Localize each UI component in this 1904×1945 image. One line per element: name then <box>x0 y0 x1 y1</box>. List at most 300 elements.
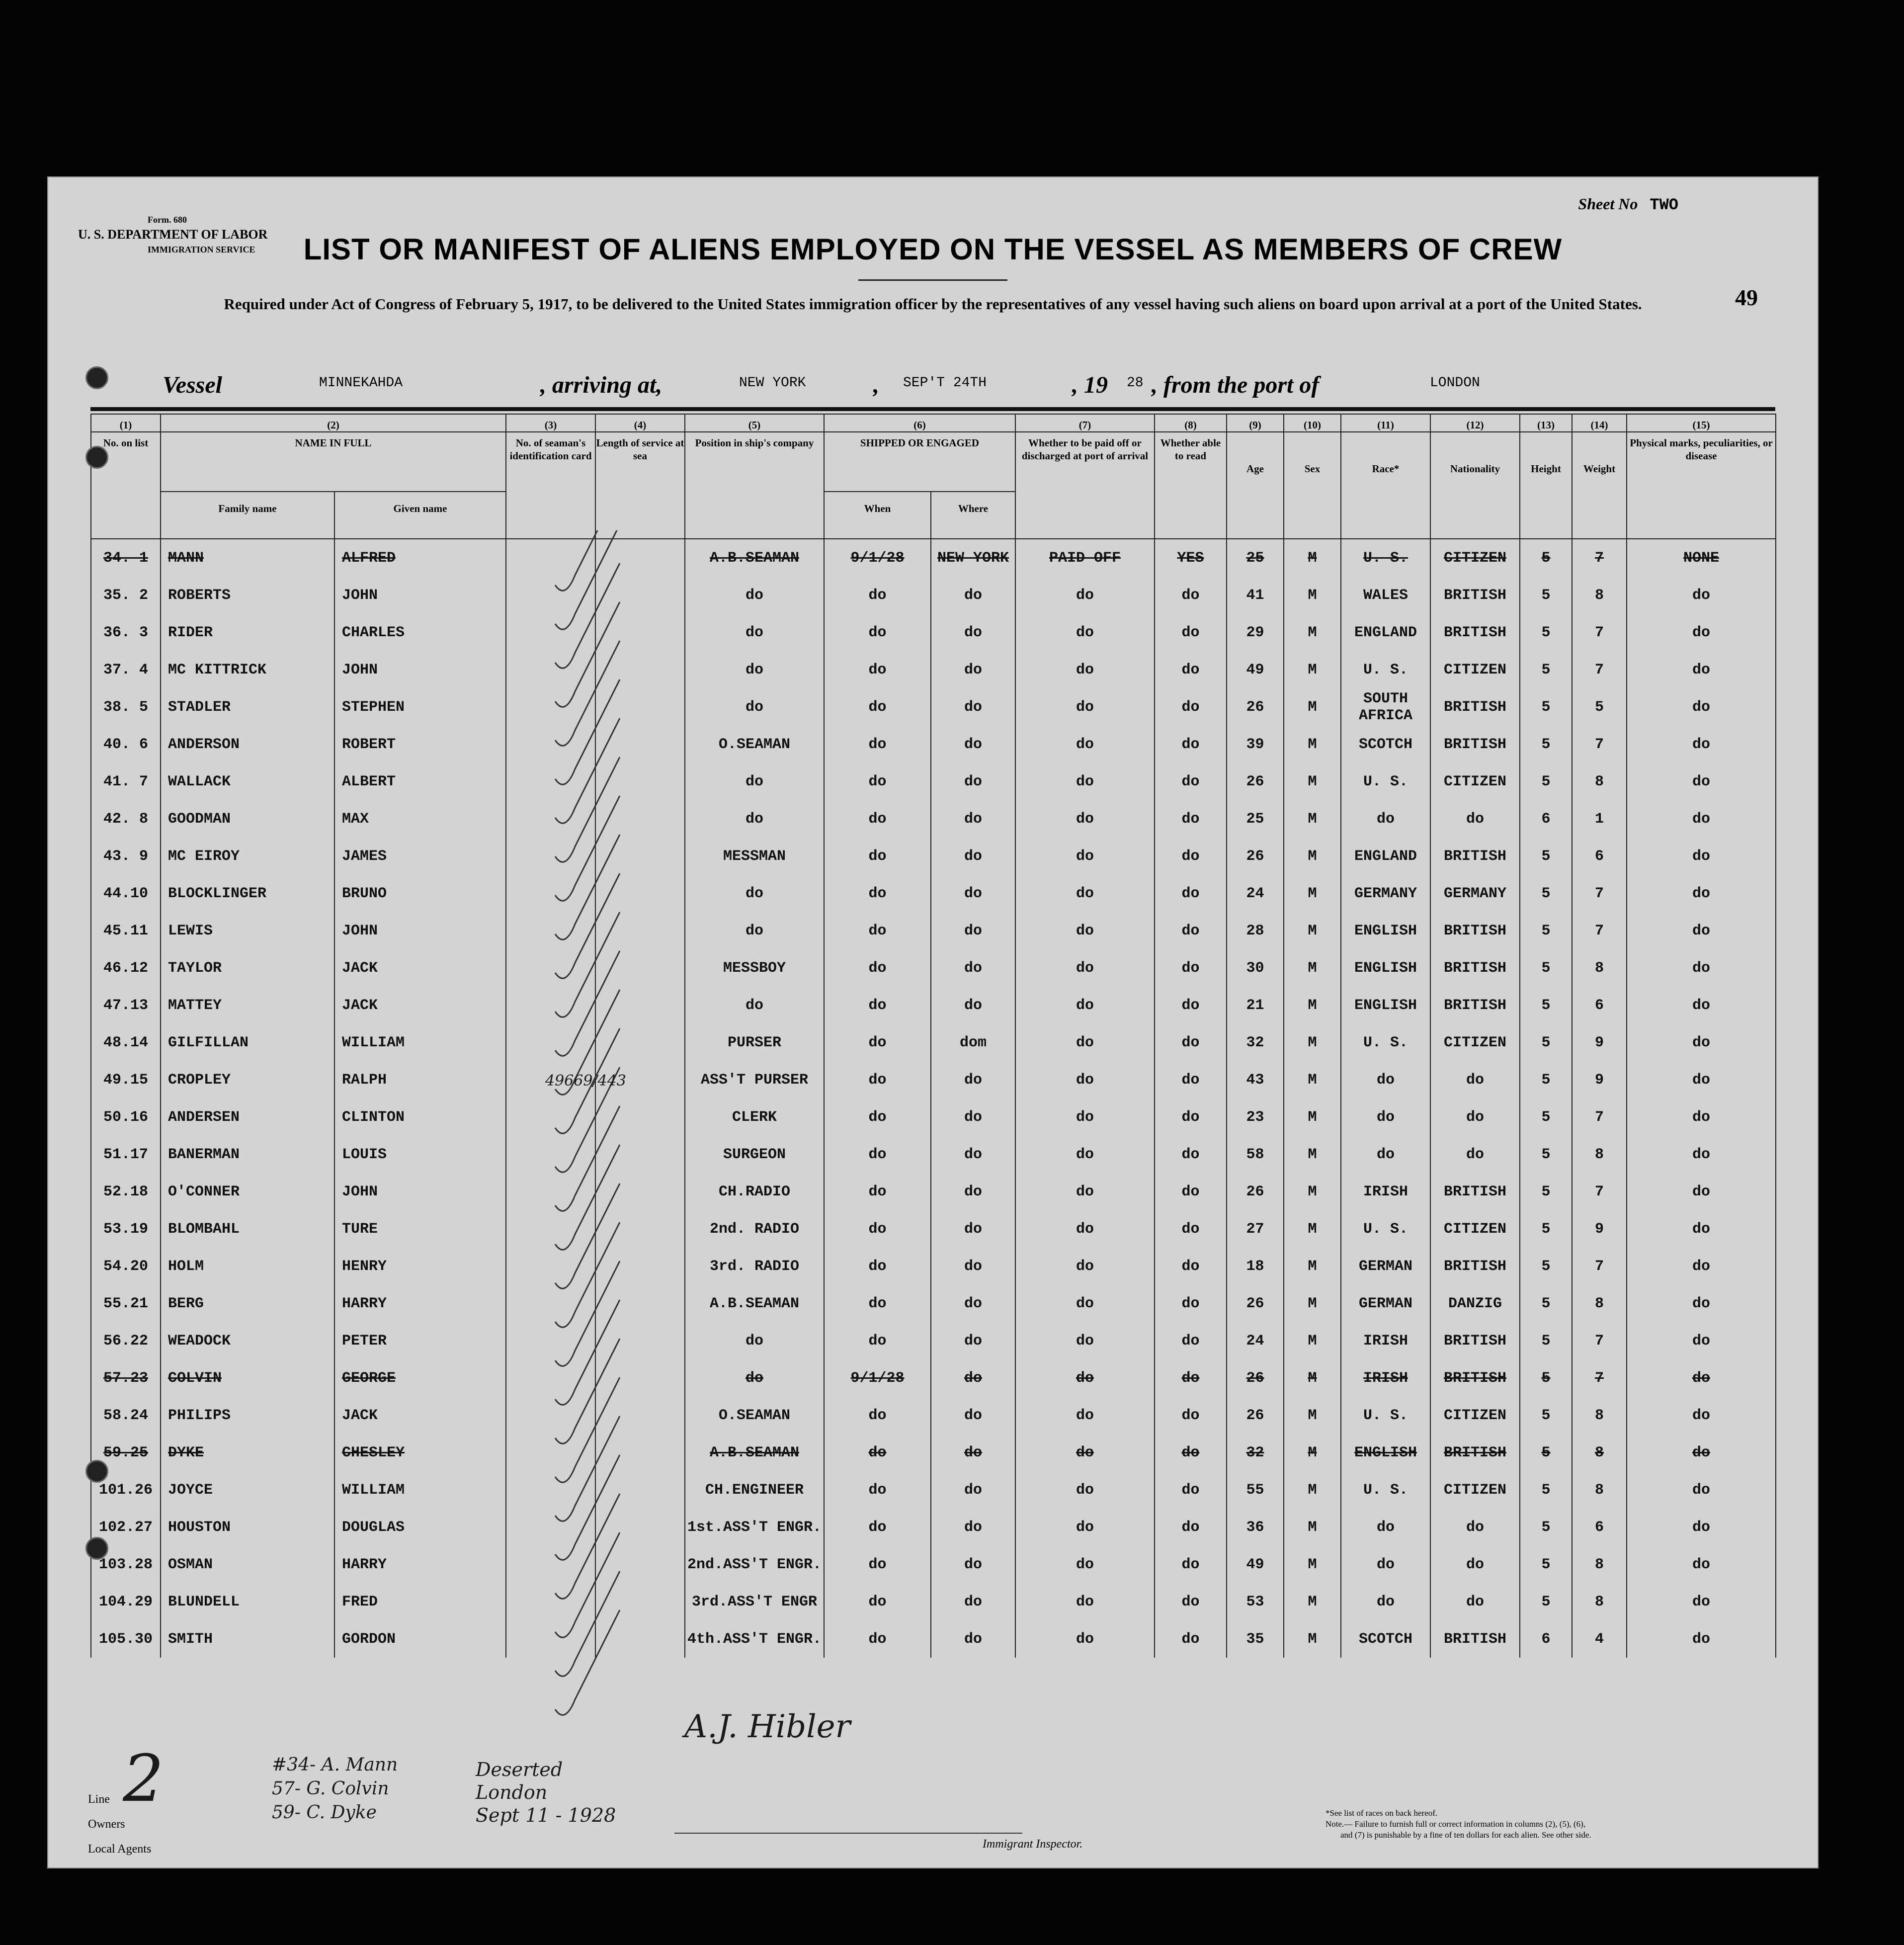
shipped-where: do <box>931 577 1015 614</box>
race: GERMAN <box>1341 1248 1430 1285</box>
paid-off: do <box>1015 1471 1155 1509</box>
header-height: Height <box>1520 432 1572 539</box>
sex: M <box>1284 1285 1341 1322</box>
crew-row <box>91 1322 1776 1359</box>
tick-mark <box>555 951 620 1056</box>
physical-marks: do <box>1627 1359 1776 1397</box>
weight: 7 <box>1572 539 1627 577</box>
weight: 7 <box>1572 1173 1627 1210</box>
sex: M <box>1284 1434 1341 1471</box>
sheet-number <box>1578 195 1678 214</box>
shipped-when: do <box>824 1024 931 1061</box>
shipped-when: do <box>824 1546 931 1583</box>
age: 32 <box>1227 1024 1284 1061</box>
height: 6 <box>1520 800 1572 838</box>
tick-mark <box>555 563 620 668</box>
row-number: 45.11 <box>91 912 161 949</box>
sex: M <box>1284 688 1341 726</box>
physical-marks: do <box>1627 1248 1776 1285</box>
race: IRISH <box>1341 1359 1430 1397</box>
able-to-read: do <box>1155 1359 1227 1397</box>
race: U. S. <box>1341 1397 1430 1434</box>
shipped-when: do <box>824 912 931 949</box>
shipped-where: do <box>931 1248 1015 1285</box>
physical-marks: do <box>1627 1061 1776 1099</box>
position: PURSER <box>685 1024 824 1061</box>
from-port-label: , from the port of <box>1152 372 1320 398</box>
signature-line <box>674 1833 1022 1834</box>
race: ENGLAND <box>1341 614 1430 651</box>
age: 49 <box>1227 651 1284 688</box>
shipped-when: do <box>824 688 931 726</box>
crew-row <box>91 1471 1776 1509</box>
height: 5 <box>1520 1583 1572 1620</box>
race: U. S. <box>1341 1471 1430 1509</box>
race: SCOTCH <box>1341 1620 1430 1658</box>
weight: 8 <box>1572 1434 1627 1471</box>
physical-marks: do <box>1627 1136 1776 1173</box>
colnum-8: (8) <box>1155 414 1227 432</box>
shipped-where: do <box>931 651 1015 688</box>
shipped-where: do <box>931 1434 1015 1471</box>
shipped-where: do <box>931 1210 1015 1248</box>
header-position: Position in ship's company <box>685 432 824 539</box>
physical-marks: do <box>1627 1471 1776 1509</box>
row-number: 57.23 <box>91 1359 161 1397</box>
able-to-read: do <box>1155 1173 1227 1210</box>
height: 5 <box>1520 1024 1572 1061</box>
paid-off: do <box>1015 1248 1155 1285</box>
shipped-where: do <box>931 763 1015 800</box>
deserted-line-3: 59- C. Dyke <box>272 1802 377 1823</box>
given-name: CHARLES <box>334 614 506 651</box>
crew-row <box>91 1434 1776 1471</box>
sex: M <box>1284 1583 1341 1620</box>
shipped-where: do <box>931 1583 1015 1620</box>
sex: M <box>1284 726 1341 763</box>
shipped-when: do <box>824 1509 931 1546</box>
nationality: BRITISH <box>1430 614 1520 651</box>
paid-off: do <box>1015 1546 1155 1583</box>
manifest-subtitle: Required under Act of Congress of February 5, 1917, to be delivered to the United States immigration officer by the representatives of any vessel having such aliens on board upon arrival at a port of the United States. <box>224 295 1642 313</box>
race: do <box>1341 1583 1430 1620</box>
position: ASS'T PURSER <box>685 1061 824 1099</box>
nationality: do <box>1430 1583 1520 1620</box>
nationality: CITIZEN <box>1430 1210 1520 1248</box>
position: O.SEAMAN <box>685 1397 824 1434</box>
position: do <box>685 875 824 912</box>
position: do <box>685 912 824 949</box>
sex: M <box>1284 1397 1341 1434</box>
height: 6 <box>1520 1620 1572 1658</box>
able-to-read: do <box>1155 1509 1227 1546</box>
height: 5 <box>1520 1322 1572 1359</box>
row-number: 101.26 <box>91 1471 161 1509</box>
colnum-14: (14) <box>1572 414 1627 432</box>
position: 3rd. RADIO <box>685 1248 824 1285</box>
manifest-title: LIST OR MANIFEST OF ALIENS EMPLOYED ON THE VESSEL AS MEMBERS OF CREW <box>303 233 1563 266</box>
family-name: MANN <box>161 539 334 577</box>
shipped-where: do <box>931 1397 1015 1434</box>
weight: 8 <box>1572 1136 1627 1173</box>
physical-marks: do <box>1627 1099 1776 1136</box>
weight: 6 <box>1572 987 1627 1024</box>
paid-off: do <box>1015 651 1155 688</box>
sex: M <box>1284 651 1341 688</box>
family-name: COLVIN <box>161 1359 334 1397</box>
given-name: MAX <box>334 800 506 838</box>
position: do <box>685 651 824 688</box>
owners-label: Owners <box>88 1818 125 1831</box>
binder-hole <box>85 1537 108 1560</box>
sex: M <box>1284 1136 1341 1173</box>
given-name: WILLIAM <box>334 1471 506 1509</box>
family-name: O'CONNER <box>161 1173 334 1210</box>
paid-off: do <box>1015 987 1155 1024</box>
able-to-read: do <box>1155 1583 1227 1620</box>
row-number: 43. 9 <box>91 838 161 875</box>
age: 30 <box>1227 949 1284 987</box>
sex: M <box>1284 1099 1341 1136</box>
deserted-place: London <box>476 1781 548 1803</box>
row-number: 44.10 <box>91 875 161 912</box>
header-length-service: Length of service at sea <box>595 432 685 539</box>
race: U. S. <box>1341 651 1430 688</box>
sex: M <box>1284 838 1341 875</box>
tick-mark <box>555 835 620 939</box>
family-name: SMITH <box>161 1620 334 1658</box>
able-to-read: do <box>1155 1322 1227 1359</box>
lewis-note: 49669/443 <box>545 1072 626 1090</box>
crew-row <box>91 1583 1776 1620</box>
height: 5 <box>1520 763 1572 800</box>
sex: M <box>1284 1024 1341 1061</box>
position: do <box>685 1322 824 1359</box>
weight: 8 <box>1572 949 1627 987</box>
tick-mark <box>555 1377 620 1482</box>
paid-off: do <box>1015 577 1155 614</box>
colnum-4: (4) <box>595 414 685 432</box>
row-number: 53.19 <box>91 1210 161 1248</box>
row-number: 38. 5 <box>91 688 161 726</box>
sex: M <box>1284 1061 1341 1099</box>
physical-marks: do <box>1627 987 1776 1024</box>
race: do <box>1341 1099 1430 1136</box>
paid-off: do <box>1015 800 1155 838</box>
height: 5 <box>1520 912 1572 949</box>
family-name: WEADOCK <box>161 1322 334 1359</box>
height: 5 <box>1520 987 1572 1024</box>
colnum-9: (9) <box>1227 414 1284 432</box>
shipped-when: do <box>824 1173 931 1210</box>
title-underline <box>858 279 1007 281</box>
colnum-13: (13) <box>1520 414 1572 432</box>
family-name: TAYLOR <box>161 949 334 987</box>
deserted-note <box>272 1753 398 1825</box>
weight: 7 <box>1572 651 1627 688</box>
physical-marks: NONE <box>1627 539 1776 577</box>
height: 5 <box>1520 726 1572 763</box>
shipped-when: do <box>824 1620 931 1658</box>
tick-mark <box>555 1300 620 1405</box>
family-name: MC KITTRICK <box>161 651 334 688</box>
physical-marks: do <box>1627 1024 1776 1061</box>
race: U. S. <box>1341 1024 1430 1061</box>
height: 5 <box>1520 838 1572 875</box>
inspector-signature: A.J. Hibler <box>684 1708 851 1745</box>
nationality: BRITISH <box>1430 1359 1520 1397</box>
age: 43 <box>1227 1061 1284 1099</box>
crew-row <box>91 614 1776 651</box>
position: A.B.SEAMAN <box>685 1285 824 1322</box>
age: 26 <box>1227 1285 1284 1322</box>
nationality: do <box>1430 1509 1520 1546</box>
row-number: 51.17 <box>91 1136 161 1173</box>
nationality: BRITISH <box>1430 912 1520 949</box>
deserted-label: Deserted <box>476 1759 563 1780</box>
family-name: DYKE <box>161 1434 334 1471</box>
footer-note-2: Note.— Failure to furnish full or correct information in columns (2), (5), (6), <box>1325 1819 1586 1829</box>
footer-note-3: and (7) is punishable by a fine of ten dollars for each alien. See other side. <box>1340 1830 1591 1840</box>
able-to-read: do <box>1155 949 1227 987</box>
race: do <box>1341 800 1430 838</box>
race: ENGLISH <box>1341 912 1430 949</box>
physical-marks: do <box>1627 1509 1776 1546</box>
given-name: JOHN <box>334 1173 506 1210</box>
weight: 9 <box>1572 1024 1627 1061</box>
height: 5 <box>1520 875 1572 912</box>
deserted-remark <box>476 1758 616 1827</box>
weight: 7 <box>1572 875 1627 912</box>
header-sex: Sex <box>1284 432 1341 539</box>
sheet-number-value: TWO <box>1650 196 1678 214</box>
row-number: 54.20 <box>91 1248 161 1285</box>
shipped-where: do <box>931 614 1015 651</box>
crew-row <box>91 1061 1776 1099</box>
sex: M <box>1284 1546 1341 1583</box>
sex: M <box>1284 875 1341 912</box>
physical-marks: do <box>1627 1397 1776 1434</box>
shipped-where: do <box>931 1509 1015 1546</box>
nationality: do <box>1430 1136 1520 1173</box>
header-given-name: Given name <box>334 492 506 539</box>
physical-marks: do <box>1627 614 1776 651</box>
shipped-when: do <box>824 1285 931 1322</box>
age: 25 <box>1227 800 1284 838</box>
nationality: BRITISH <box>1430 726 1520 763</box>
position: O.SEAMAN <box>685 726 824 763</box>
shipped-when: do <box>824 1397 931 1434</box>
nationality: BRITISH <box>1430 1173 1520 1210</box>
weight: 6 <box>1572 1509 1627 1546</box>
weight: 5 <box>1572 688 1627 726</box>
department-name: U. S. DEPARTMENT OF LABOR <box>78 227 268 242</box>
shipped-where: do <box>931 1061 1015 1099</box>
able-to-read: do <box>1155 763 1227 800</box>
given-name: LOUIS <box>334 1136 506 1173</box>
shipped-when: do <box>824 1583 931 1620</box>
family-name: GILFILLAN <box>161 1024 334 1061</box>
race: U. S. <box>1341 539 1430 577</box>
sheet-number-label: Sheet No <box>1578 195 1638 213</box>
paid-off: do <box>1015 949 1155 987</box>
row-number: 50.16 <box>91 1099 161 1136</box>
sex: M <box>1284 1173 1341 1210</box>
nationality: CITIZEN <box>1430 1471 1520 1509</box>
weight: 9 <box>1572 1210 1627 1248</box>
shipped-where: do <box>931 875 1015 912</box>
able-to-read: YES <box>1155 539 1227 577</box>
sex: M <box>1284 763 1341 800</box>
tick-mark <box>555 1494 620 1599</box>
paid-off: do <box>1015 1285 1155 1322</box>
position: do <box>685 577 824 614</box>
weight: 8 <box>1572 1285 1627 1322</box>
sex: M <box>1284 1248 1341 1285</box>
header-no-on-list: No. on list <box>91 432 161 539</box>
paid-off: do <box>1015 1173 1155 1210</box>
family-name: MC EIROY <box>161 838 334 875</box>
age: 55 <box>1227 1471 1284 1509</box>
given-name: JOHN <box>334 577 506 614</box>
sex: M <box>1284 987 1341 1024</box>
given-name: BRUNO <box>334 875 506 912</box>
shipped-where: do <box>931 1173 1015 1210</box>
given-name: GORDON <box>334 1620 506 1658</box>
paid-off: PAID OFF <box>1015 539 1155 577</box>
shipped-where: do <box>931 838 1015 875</box>
position: A.B.SEAMAN <box>685 539 824 577</box>
able-to-read: do <box>1155 1099 1227 1136</box>
given-name: WILLIAM <box>334 1024 506 1061</box>
family-name: STADLER <box>161 688 334 726</box>
shipped-when: do <box>824 726 931 763</box>
nationality: CITIZEN <box>1430 651 1520 688</box>
binder-hole <box>85 366 108 389</box>
row-number: 104.29 <box>91 1583 161 1620</box>
shipped-when: do <box>824 1099 931 1136</box>
position: CH.RADIO <box>685 1173 824 1210</box>
height: 5 <box>1520 614 1572 651</box>
arriving-label: , arriving at, <box>540 372 662 398</box>
height: 5 <box>1520 577 1572 614</box>
weight: 7 <box>1572 1322 1627 1359</box>
shipped-when: do <box>824 1322 931 1359</box>
shipped-where: do <box>931 1359 1015 1397</box>
given-name: JACK <box>334 987 506 1024</box>
height: 5 <box>1520 1471 1572 1509</box>
local-agents-label: Local Agents <box>88 1843 152 1856</box>
nationality: BRITISH <box>1430 688 1520 726</box>
shipped-when: do <box>824 800 931 838</box>
position: do <box>685 1359 824 1397</box>
nationality: CITIZEN <box>1430 763 1520 800</box>
footer-notes <box>1325 1808 1591 1841</box>
able-to-read: do <box>1155 1546 1227 1583</box>
height: 5 <box>1520 1136 1572 1173</box>
position: do <box>685 763 824 800</box>
given-name: GEORGE <box>334 1359 506 1397</box>
crew-row <box>91 1397 1776 1434</box>
family-name: BANERMAN <box>161 1136 334 1173</box>
race: GERMAN <box>1341 1285 1430 1322</box>
paid-off: do <box>1015 688 1155 726</box>
given-name: PETER <box>334 1322 506 1359</box>
able-to-read: do <box>1155 1024 1227 1061</box>
family-name: ANDERSEN <box>161 1099 334 1136</box>
able-to-read: do <box>1155 987 1227 1024</box>
tick-mark <box>555 912 620 1017</box>
able-to-read: do <box>1155 1434 1227 1471</box>
year-prefix: , 19 <box>1072 372 1108 398</box>
arrival-port: NEW YORK <box>739 375 806 391</box>
colnum-5: (5) <box>685 414 824 432</box>
age: 26 <box>1227 763 1284 800</box>
crew-row <box>91 1620 1776 1658</box>
nationality: do <box>1430 1099 1520 1136</box>
tick-mark <box>555 1455 620 1560</box>
physical-marks: do <box>1627 1210 1776 1248</box>
paid-off: do <box>1015 875 1155 912</box>
shipped-where: do <box>931 1322 1015 1359</box>
family-name: CROPLEY <box>161 1061 334 1099</box>
shipped-where: do <box>931 949 1015 987</box>
height: 5 <box>1520 1546 1572 1583</box>
physical-marks: do <box>1627 688 1776 726</box>
family-name: MATTEY <box>161 987 334 1024</box>
colnum-1: (1) <box>91 414 161 432</box>
position: do <box>685 614 824 651</box>
height: 5 <box>1520 651 1572 688</box>
shipped-when: do <box>824 987 931 1024</box>
shipped-when: do <box>824 1210 931 1248</box>
age: 26 <box>1227 1359 1284 1397</box>
paid-off: do <box>1015 1136 1155 1173</box>
paid-off: do <box>1015 1359 1155 1397</box>
physical-marks: do <box>1627 838 1776 875</box>
shipped-where: do <box>931 688 1015 726</box>
able-to-read: do <box>1155 1248 1227 1285</box>
weight: 7 <box>1572 1248 1627 1285</box>
header-nationality: Nationality <box>1430 432 1520 539</box>
shipped-when: do <box>824 875 931 912</box>
footer-note-1: *See list of races on back hereof. <box>1325 1808 1438 1818</box>
race: ENGLAND <box>1341 838 1430 875</box>
nationality: BRITISH <box>1430 987 1520 1024</box>
crew-row <box>91 949 1776 987</box>
position: A.B.SEAMAN <box>685 1434 824 1471</box>
column-headers-row <box>91 432 1776 492</box>
crew-row <box>91 1024 1776 1061</box>
tick-mark <box>555 1571 620 1676</box>
age: 26 <box>1227 1397 1284 1434</box>
header-paid-off: Whether to be paid off or discharged at port of arrival <box>1015 432 1155 539</box>
colnum-15: (15) <box>1627 414 1776 432</box>
able-to-read: do <box>1155 1210 1227 1248</box>
nationality: CITIZEN <box>1430 1024 1520 1061</box>
family-name: GOODMAN <box>161 800 334 838</box>
row-number: 103.28 <box>91 1546 161 1583</box>
row-number: 105.30 <box>91 1620 161 1658</box>
family-name: ROBERTS <box>161 577 334 614</box>
tick-mark <box>555 1261 620 1366</box>
race: SCOTCH <box>1341 726 1430 763</box>
colnum-3: (3) <box>506 414 595 432</box>
sex: M <box>1284 1210 1341 1248</box>
paid-off: do <box>1015 1322 1155 1359</box>
given-name: JACK <box>334 949 506 987</box>
crew-row <box>91 577 1776 614</box>
